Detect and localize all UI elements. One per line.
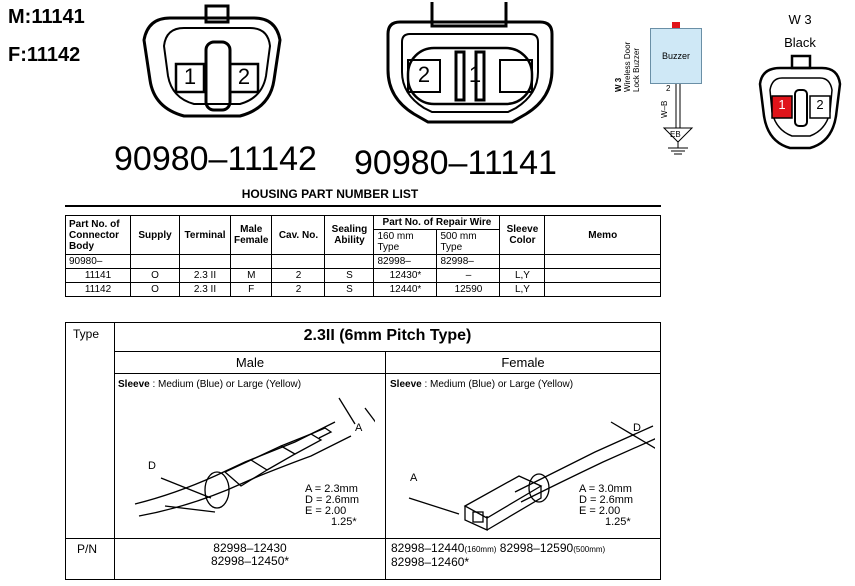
wire-color: W–B — [660, 100, 669, 118]
female-pn: 82998–12440(160mm) 82998–12590(500mm) 82998–12460* — [391, 541, 606, 569]
type-value: 2.3II (6mm Pitch Type) — [303, 327, 472, 344]
side-connector-drawing — [758, 54, 844, 158]
header-cav: Cav. No. — [272, 216, 325, 255]
buzzer-desc-1: Wireless Door — [623, 41, 632, 92]
cavity-label: 1 — [183, 64, 197, 89]
female-letter-d: D — [633, 422, 641, 434]
ground-wiring — [640, 84, 700, 160]
male-sleeve-note: Sleeve : Medium (Blue) or Large (Yellow) — [118, 379, 302, 390]
pin-number: 2 — [666, 84, 671, 93]
table-row: 11141 O 2.3 II M 2 S 12430* – L,Y — [66, 269, 661, 283]
header-supply: Supply — [131, 216, 180, 255]
header-male-female: Male Female — [231, 216, 272, 255]
buzzer-desc-2: Lock Buzzer — [632, 47, 641, 92]
female-code: F:11142 — [8, 44, 81, 66]
female-dimensions: A = 3.0mm D = 2.6mm E = 2.00 1.25* — [579, 483, 634, 528]
header-160: 160 mm Type — [374, 230, 437, 255]
header-500: 500 mm Type — [437, 230, 500, 255]
prefix-500: 82998– — [437, 255, 500, 269]
side-connector-title: W 3 — [788, 12, 812, 27]
ground-label: EB — [670, 130, 681, 139]
header-sleeve: Sleeve Color — [500, 216, 545, 255]
cavity-label: 2 — [417, 62, 431, 87]
title-rule — [65, 205, 661, 207]
type-label: Type — [73, 327, 100, 341]
connector-11142-drawing — [140, 0, 290, 140]
side-connector-color: Black — [784, 35, 816, 50]
header-repair: Part No. of Repair Wire — [374, 216, 500, 230]
male-letter-d: D — [148, 460, 156, 472]
wire-id-label: W 3 — [614, 77, 623, 92]
buzzer-box: Buzzer — [650, 28, 702, 84]
list-title: HOUSING PART NUMBER LIST — [241, 187, 419, 201]
female-sleeve-note: Sleeve : Medium (Blue) or Large (Yellow) — [390, 379, 574, 390]
prefix-part: 90980– — [66, 255, 131, 269]
part-number-11141: 90980–11141 — [354, 144, 557, 182]
male-dimensions: A = 2.3mm D = 2.6mm E = 2.00 1.25* — [305, 483, 360, 528]
header-terminal: Terminal — [180, 216, 231, 255]
female-label: Female — [501, 355, 545, 370]
male-pn: 82998–12430 82998–12450* — [210, 541, 290, 568]
header-part-no: Part No. of Connector Body — [66, 216, 131, 255]
pn-label: P/N — [77, 542, 98, 556]
male-label: Male — [235, 355, 265, 370]
male-code: M:11141 — [8, 6, 85, 28]
terminal-grid — [65, 322, 661, 580]
side-pin-2: 2 — [816, 97, 824, 112]
table-row: 11142 O 2.3 II F 2 S 12440* 12590 L,Y — [66, 283, 661, 297]
side-pin-1: 1 — [778, 97, 786, 112]
part-number-11142: 90980–11142 — [114, 140, 317, 178]
female-letter-a: A — [410, 472, 418, 484]
header-memo: Memo — [545, 216, 661, 255]
cavity-label: 2 — [237, 64, 251, 89]
cavity-label: 1 — [468, 62, 482, 87]
header-sealing: Sealing Ability — [325, 216, 374, 255]
male-letter-a: A — [355, 422, 363, 434]
prefix-160: 82998– — [374, 255, 437, 269]
housing-part-table — [65, 215, 661, 297]
